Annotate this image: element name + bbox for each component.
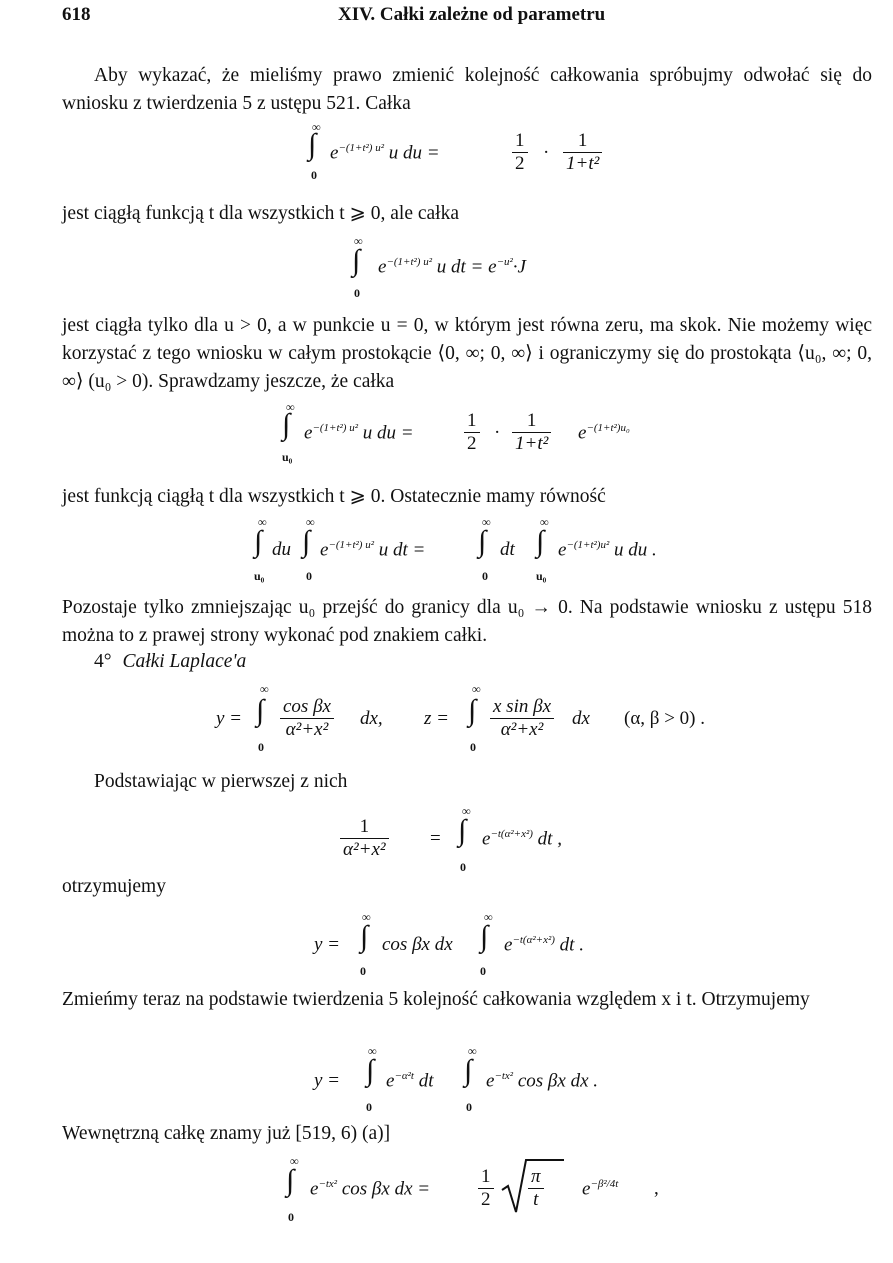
lower-limit-2: 0 bbox=[466, 1100, 472, 1114]
fraction-half: $\frac{1}{2}$ bbox=[464, 410, 480, 455]
paragraph-2: jest ciągłą funkcją t dla wszystkich t ⩾ 0, ale całka bbox=[62, 203, 459, 224]
dot: · bbox=[494, 422, 501, 443]
upper-limit: ∞ bbox=[286, 400, 295, 414]
integrand: $e^{-(1+t^2) u^2}$ u du = bbox=[304, 422, 414, 444]
integral-sign-1: ∫ bbox=[366, 1054, 375, 1087]
paragraph-6: Podstawiając w pierwszej z nich bbox=[94, 771, 348, 792]
lower-limit-z: 0 bbox=[470, 740, 476, 754]
upper-limit-1: ∞ bbox=[362, 910, 371, 924]
upper-limit: ∞ bbox=[290, 1154, 299, 1168]
integrand-2: $e^{-t(\alpha^2+x^2)}$ dt . bbox=[504, 934, 584, 956]
y-lhs: y = bbox=[314, 934, 341, 955]
du: du bbox=[272, 539, 291, 560]
upper-limit-2: ∞ bbox=[306, 515, 315, 529]
lower-limit-2: 0 bbox=[480, 964, 486, 978]
upper-limit-2: ∞ bbox=[468, 1044, 477, 1058]
lower-limit-1: u₀ bbox=[254, 569, 265, 583]
dot: · bbox=[543, 142, 550, 163]
lower-limit-1: 0 bbox=[366, 1100, 372, 1114]
fraction-lhs: $\frac{1}{\text{α²+x²}}$ bbox=[340, 816, 389, 861]
integrand: $e^{-(1+t^2) u^2}$ u du = bbox=[330, 142, 440, 164]
exp-term: $e^{-(1+t^2)u_0}$ bbox=[578, 422, 630, 444]
paragraph-9: Wewnętrzną całkę znamy już [519, 6) (a)] bbox=[62, 1123, 391, 1144]
paragraph-7: otrzymujemy bbox=[62, 876, 166, 897]
y-lhs: y = bbox=[314, 1070, 341, 1091]
section-number: 4° bbox=[94, 651, 112, 672]
integral-sign-2: ∫ bbox=[302, 525, 311, 558]
lower-limit-3: 0 bbox=[482, 569, 488, 583]
section-title: Całki Laplace'a bbox=[122, 651, 247, 672]
paragraph-4: jest funkcją ciągłą t dla wszystkich t ⩾ 0. Ostatecznie mamy równość bbox=[62, 486, 606, 507]
lower-limit: 0 bbox=[311, 168, 317, 182]
integral-sign-y: ∫ bbox=[256, 694, 265, 727]
integral-sign-1: ∫ bbox=[254, 525, 263, 558]
integral-sign-2: ∫ bbox=[480, 920, 489, 953]
integrand-1: $e^{-\alpha^2t}$ dt bbox=[386, 1070, 434, 1092]
upper-limit: ∞ bbox=[354, 234, 363, 248]
sqrt-fraction: $\frac{\pi}{t}$ bbox=[528, 1166, 544, 1211]
paragraph-5: Pozostaje tylko zmniejszając u₀ przejść do granicy dla u₀ → 0. Na podstawie wniosku z ustępu 518 można to z prawej strony wykonać pod znakiem całki. bbox=[62, 597, 872, 646]
upper-limit-z: ∞ bbox=[472, 682, 481, 696]
lower-limit-1: 0 bbox=[360, 964, 366, 978]
integral-sign-2: ∫ bbox=[464, 1054, 473, 1087]
lower-limit-y: 0 bbox=[258, 740, 264, 754]
upper-limit-y: ∞ bbox=[260, 682, 269, 696]
lower-limit: 0 bbox=[460, 860, 466, 874]
lower-limit: 0 bbox=[288, 1210, 294, 1224]
integral-sign-3: ∫ bbox=[478, 525, 487, 558]
integrand: $e^{-tx^2}$ cos βx dx = bbox=[310, 1178, 431, 1200]
upper-limit-1: ∞ bbox=[258, 515, 267, 529]
lower-limit-2: 0 bbox=[306, 569, 312, 583]
integrand-left: $e^{-(1+t^2) u^2}$ u dt = bbox=[320, 539, 426, 561]
lower-limit-4: u₀ bbox=[536, 569, 547, 583]
paragraph-3: jest ciągła tylko dla u > 0, a w punkcie u = 0, w którym jest równa zeru, ma skok. Nie możemy więc korzystać z tego wniosku w całym prostokącie ⟨0, ∞; 0, ∞⟩ i ograniczymy się do prostokąta ⟨u₀, ∞; 0, ∞⟩ (u₀ > 0). Sprawdzamy jeszcze, że całka bbox=[62, 315, 872, 392]
integral-sign-z: ∫ bbox=[468, 694, 477, 727]
condition: (α, β > 0) . bbox=[624, 708, 705, 729]
integral-sign: ∫ bbox=[352, 244, 361, 277]
integral-sign: ∫ bbox=[286, 1164, 295, 1197]
paragraph-1: Aby wykazać, że mieliśmy prawo zmienić kolejność całkowania spróbujmy odwołać się do wniosku z twierdzenia 5 z ustępu 521. Całka bbox=[62, 65, 872, 114]
upper-limit-3: ∞ bbox=[482, 515, 491, 529]
lower-limit: u₀ bbox=[282, 450, 293, 464]
upper-limit-4: ∞ bbox=[540, 515, 549, 529]
exp-term: $e^{-\beta^2/4t}$ bbox=[582, 1178, 619, 1200]
integrand: $e^{-t(\alpha^2+x^2)}$ dt , bbox=[482, 828, 562, 850]
upper-limit: ∞ bbox=[312, 120, 321, 134]
section-heading bbox=[94, 651, 246, 673]
integral-sign: ∫ bbox=[282, 408, 291, 441]
upper-limit-2: ∞ bbox=[484, 910, 493, 924]
fraction-z: $\frac{\text{x sin βx}}{\text{α²+x²}}$ bbox=[490, 696, 554, 741]
integrand-1: cos βx dx bbox=[382, 934, 453, 955]
integral-sign: ∫ bbox=[458, 814, 467, 847]
dt: dt bbox=[500, 539, 515, 560]
y-lhs: y = bbox=[216, 708, 243, 729]
fraction-half: $\frac{1}{2}$ bbox=[478, 1166, 494, 1211]
fraction-rhs: $\frac{1}{\text{1+t²}}$ bbox=[563, 130, 602, 175]
upper-limit: ∞ bbox=[462, 804, 471, 818]
y-dx: dx, bbox=[360, 708, 383, 729]
lower-limit: 0 bbox=[354, 286, 360, 300]
paragraph-8: Zmieńmy teraz na podstawie twierdzenia 5 kolejność całkowania względem x i t. Otrzymujemy bbox=[62, 989, 810, 1010]
integrand-right: $e^{-(1+t^2)u^2}$ u du . bbox=[558, 539, 657, 561]
comma: , bbox=[654, 1178, 659, 1199]
z-lhs: z = bbox=[424, 708, 449, 729]
upper-limit-1: ∞ bbox=[368, 1044, 377, 1058]
fraction-y: $\frac{\text{cos βx}}{\text{α²+x²}}$ bbox=[280, 696, 334, 741]
integrand: $e^{-(1+t^2) u^2}$ u dt = $e^{-u^2}\cdot J$ bbox=[378, 256, 526, 278]
integral-sign-4: ∫ bbox=[536, 525, 545, 558]
z-dx: dx bbox=[572, 708, 590, 729]
page-number: 618 bbox=[62, 4, 91, 25]
fraction-rhs: $\frac{1}{\text{1+t²}}$ bbox=[512, 410, 551, 455]
integral-sign: ∫ bbox=[308, 128, 317, 161]
equals: = bbox=[430, 828, 441, 849]
integrand-2: $e^{-tx^2}$ cos βx dx . bbox=[486, 1070, 599, 1092]
running-title: XIV. Całki zależne od parametru bbox=[338, 4, 606, 25]
integral-sign-1: ∫ bbox=[360, 920, 369, 953]
fraction-half: $\frac{1}{2}$ bbox=[512, 130, 528, 175]
